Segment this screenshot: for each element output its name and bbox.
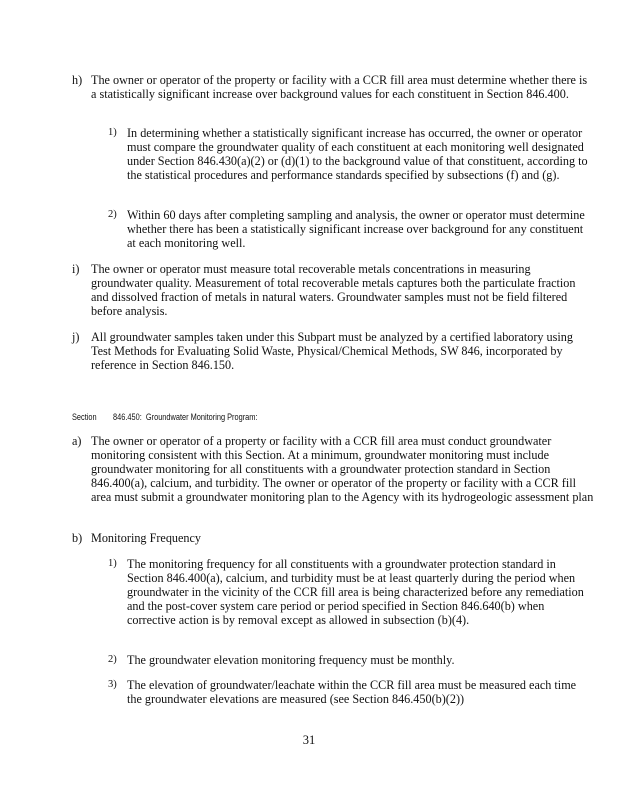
paragraph-h xyxy=(72,73,594,101)
paragraph-b xyxy=(72,531,594,545)
section-heading xyxy=(72,411,257,423)
paragraph-h-1 xyxy=(108,126,588,182)
paragraph-b-3-label: 3) xyxy=(108,679,117,690)
paragraph-h-2 xyxy=(108,208,588,250)
paragraph-j-label: j) xyxy=(72,330,80,344)
paragraph-a-label: a) xyxy=(72,434,82,448)
paragraph-i-text: The owner or operator must measure total recoverable metals concentrations in measuring groundwater quality. Measurement of total recoverable metals captures both the particulate fraction and dissolved fraction of metals in natural waters. Groundwater samples must not be field filtered before analysis. xyxy=(91,262,576,318)
paragraph-h-1-text: In determining whether a statistically significant increase has occurred, the owner or operator must compare the groundwater quality of each constituent at each monitoring well designated under Section 846.430(a)(2) or (d)(1) to the background value of that constituent, according to the statistical procedures and performance standards specified by subsections (f) and (g). xyxy=(127,126,588,182)
paragraph-b-label: b) xyxy=(72,531,83,545)
paragraph-i-label: i) xyxy=(72,262,80,276)
section-number: 846.450: xyxy=(113,412,142,422)
paragraph-b-2 xyxy=(108,653,588,667)
paragraph-h-text: The owner or operator of the property or facility with a CCR fill area must determine whether there is a statistically significant increase over background values for each constituent in Section 846.400. xyxy=(91,73,588,101)
paragraph-h-label: h) xyxy=(72,73,83,87)
paragraph-j xyxy=(72,330,594,372)
paragraph-h-1-label: 1) xyxy=(108,127,117,138)
paragraph-h-2-text: Within 60 days after completing sampling and analysis, the owner or operator must determine whether there has been a statistically significant increase over background for any constituent at each monitoring well. xyxy=(127,208,585,250)
paragraph-b-1 xyxy=(108,557,588,627)
paragraph-h-2-label: 2) xyxy=(108,209,117,220)
paragraph-a-text: The owner or operator of a property or facility with a CCR fill area must conduct groundwater monitoring consistent with this Section. At a minimum, groundwater monitoring must include groundwater monitoring for all constituents with a groundwater protection standard in Section 846.400(a), calcium, and turbidity. The owner or operator of the property or facility with a CCR fill area must submit a groundwater monitoring plan to the Agency with its hydrogeologic assessment plan xyxy=(91,434,594,504)
paragraph-j-text: All groundwater samples taken under this Subpart must be analyzed by a certified laboratory using Test Methods for Evaluating Solid Waste, Physical/Chemical Methods, SW 846, incorporated by reference in Section 846.150. xyxy=(91,330,573,372)
section-title: Groundwater Monitoring Program: xyxy=(145,412,258,422)
page-number: 31 xyxy=(302,733,316,747)
paragraph-b-3-text: The elevation of groundwater/leachate within the CCR fill area must be measured each time the groundwater elevations are measured (see Section 846.450(b)(2)) xyxy=(127,678,577,706)
paragraph-b-1-text: The monitoring frequency for all constituents with a groundwater protection standard in Section 846.400(a), calcium, and turbidity must be at least quarterly during the period when groundwater in the vicinity of the CCR fill area is being characterized before any remediation and the post-cover system care period or period specified in Section 846.640(b) when corrective action is by removal except as allowed in subsection (b)(4). xyxy=(127,557,584,627)
paragraph-b-3 xyxy=(108,678,588,706)
paragraph-a xyxy=(72,434,594,504)
section-word: Section xyxy=(72,412,97,422)
paragraph-i xyxy=(72,262,594,318)
paragraph-b-2-text: The groundwater elevation monitoring frequency must be monthly. xyxy=(127,653,455,667)
paragraph-b-text: Monitoring Frequency xyxy=(91,531,202,545)
paragraph-b-2-label: 2) xyxy=(108,654,117,665)
paragraph-b-1-label: 1) xyxy=(108,558,117,569)
